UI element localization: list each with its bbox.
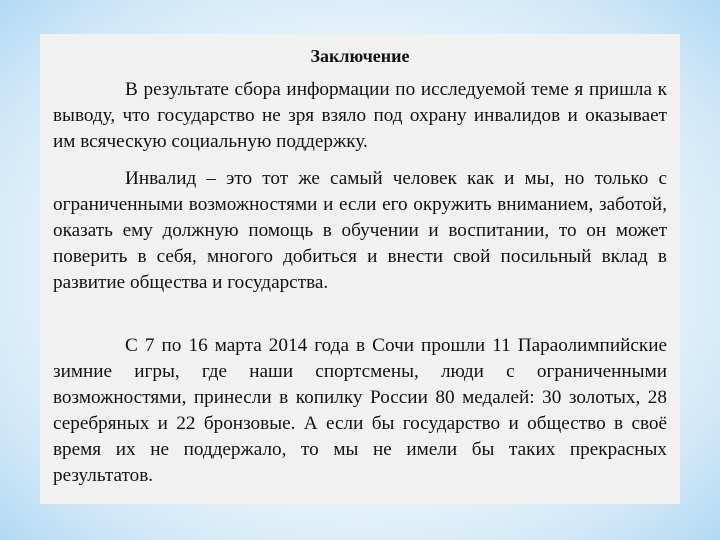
text-panel	[40, 34, 680, 504]
paragraph-conclusion: В результате сбора информации по исследуемой теме я пришла к выводу, что государство не зря взяло под охрану инвалидов и оказывает им всяческую социальную поддержку.	[53, 79, 667, 152]
paragraph-paralympics: С 7 по 16 марта 2014 года в Сочи прошли 11 Параолимпийские зимние игры, где наши спортсмены, люди с ограниченными возможностями, принесли в копилку России 80 медалей: 30 золотых, 28 серебряных и 22 бронзовые. А если бы государство и общество в своё время их не поддержало, то мы не имели бы таких прекрасных результатов.	[53, 335, 667, 486]
paragraph-disabled-person: Инвалид – это тот же самый человек как и мы, но только с ограниченными возможностями и если его окружить вниманием, заботой, оказать ему должную помощь в обучении и воспитании, то он может поверить в себя, многого добиться и внести свой посильный вклад в развитие общества и государства.	[53, 168, 667, 293]
slide-title: Заключение	[310, 46, 410, 66]
